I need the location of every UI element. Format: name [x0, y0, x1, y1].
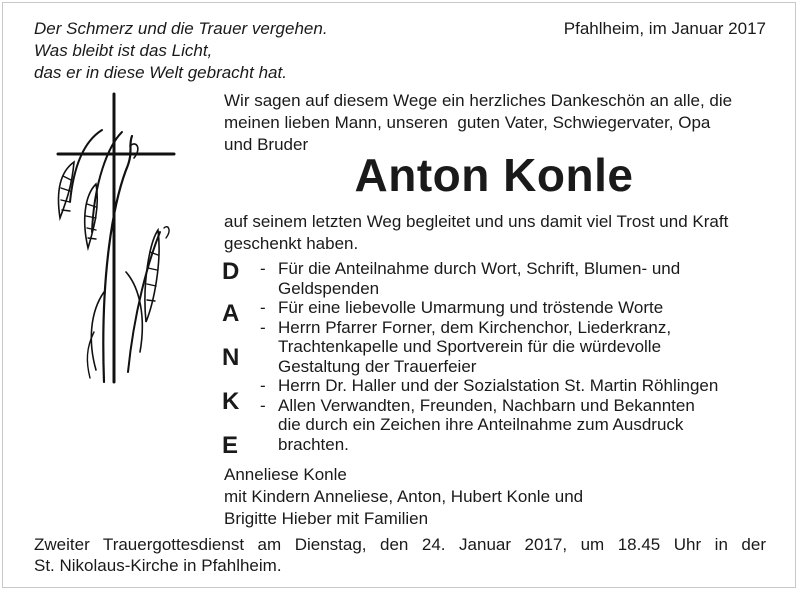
thanks-line: Für die Anteilnahme durch Wort, Schrift, Blumen- und [278, 259, 681, 278]
signature-line: Brigitte Hieber mit Familien [224, 509, 429, 528]
signature-line: Anneliese Konle [224, 465, 347, 484]
place-date: Pfahlheim, im Januar 2017 [563, 19, 766, 38]
after-line: auf seinem letzten Weg begleitet und uns damit viel Trost und Kraft [224, 212, 729, 231]
thanks-line: Gestaltung der Trauerfeier [278, 356, 477, 376]
thanks-line: Trachtenkapelle und Sportverein für die würdevolle [278, 337, 662, 356]
deceased-name: Anton Konle [354, 149, 634, 201]
thanks-item [260, 318, 770, 377]
thanks-line: die durch ein Zeichen ihre Anteilnahme zum Ausdruck [278, 415, 684, 434]
thanks-line: Herrn Dr. Haller und der Sozialstation St. Martin Röhlingen [278, 376, 719, 395]
danke-letter: D [222, 258, 240, 285]
thanks-line: Geldspenden [278, 278, 380, 298]
cross-with-wheat-icon [30, 92, 190, 392]
motto-line: Was bleibt ist das Licht, [34, 41, 213, 60]
signature [224, 464, 583, 530]
thanks-line: Für eine liebevolle Umarmung und tröstende Worte [278, 298, 664, 317]
thanks-item [260, 298, 770, 318]
after-text [224, 211, 772, 255]
intro-text [224, 90, 772, 156]
service-notice [34, 534, 766, 576]
after-line: geschenkt haben. [224, 234, 359, 253]
thanks-line: Herrn Pfarrer Forner, dem Kirchenchor, Liederkranz, [278, 317, 672, 337]
signature-line: mit Kindern Anneliese, Anton, Hubert Konle und [224, 487, 584, 506]
motto [34, 18, 328, 84]
thanks-line: brachten. [278, 434, 349, 454]
thanks-item [260, 396, 770, 455]
danke-letter: A [222, 300, 240, 327]
thanks-item [260, 376, 770, 396]
list-dash: - [260, 259, 266, 278]
danke-letter: N [222, 344, 240, 371]
list-dash: - [260, 298, 266, 317]
danke-letter: K [222, 388, 240, 415]
list-dash: - [260, 317, 266, 337]
intro-line: Wir sagen auf diesem Wege ein herzliches Dankeschön an alle, die [224, 91, 733, 110]
intro-line: und Bruder [224, 135, 309, 154]
motto-line: Der Schmerz und die Trauer vergehen. [34, 19, 328, 38]
motto-line: das er in diese Welt gebracht hat. [34, 63, 287, 82]
thanks-item [260, 259, 770, 298]
intro-line: meinen lieben Mann, unseren guten Vater, Schwiegervater, Opa [224, 113, 711, 132]
list-dash: - [260, 395, 266, 415]
list-dash: - [260, 376, 266, 395]
thanks-line: Allen Verwandten, Freunden, Nachbarn und Bekannten [278, 395, 695, 415]
service-notice-line: St. Nikolaus-Kirche in Pfahlheim. [34, 556, 282, 575]
service-notice-line: Zweiter Trauergottesdienst am Dienstag, den 24. Januar 2017, um 18.45 Uhr in der [34, 535, 766, 554]
danke-letter: E [222, 432, 239, 459]
thanks-list [260, 259, 770, 454]
